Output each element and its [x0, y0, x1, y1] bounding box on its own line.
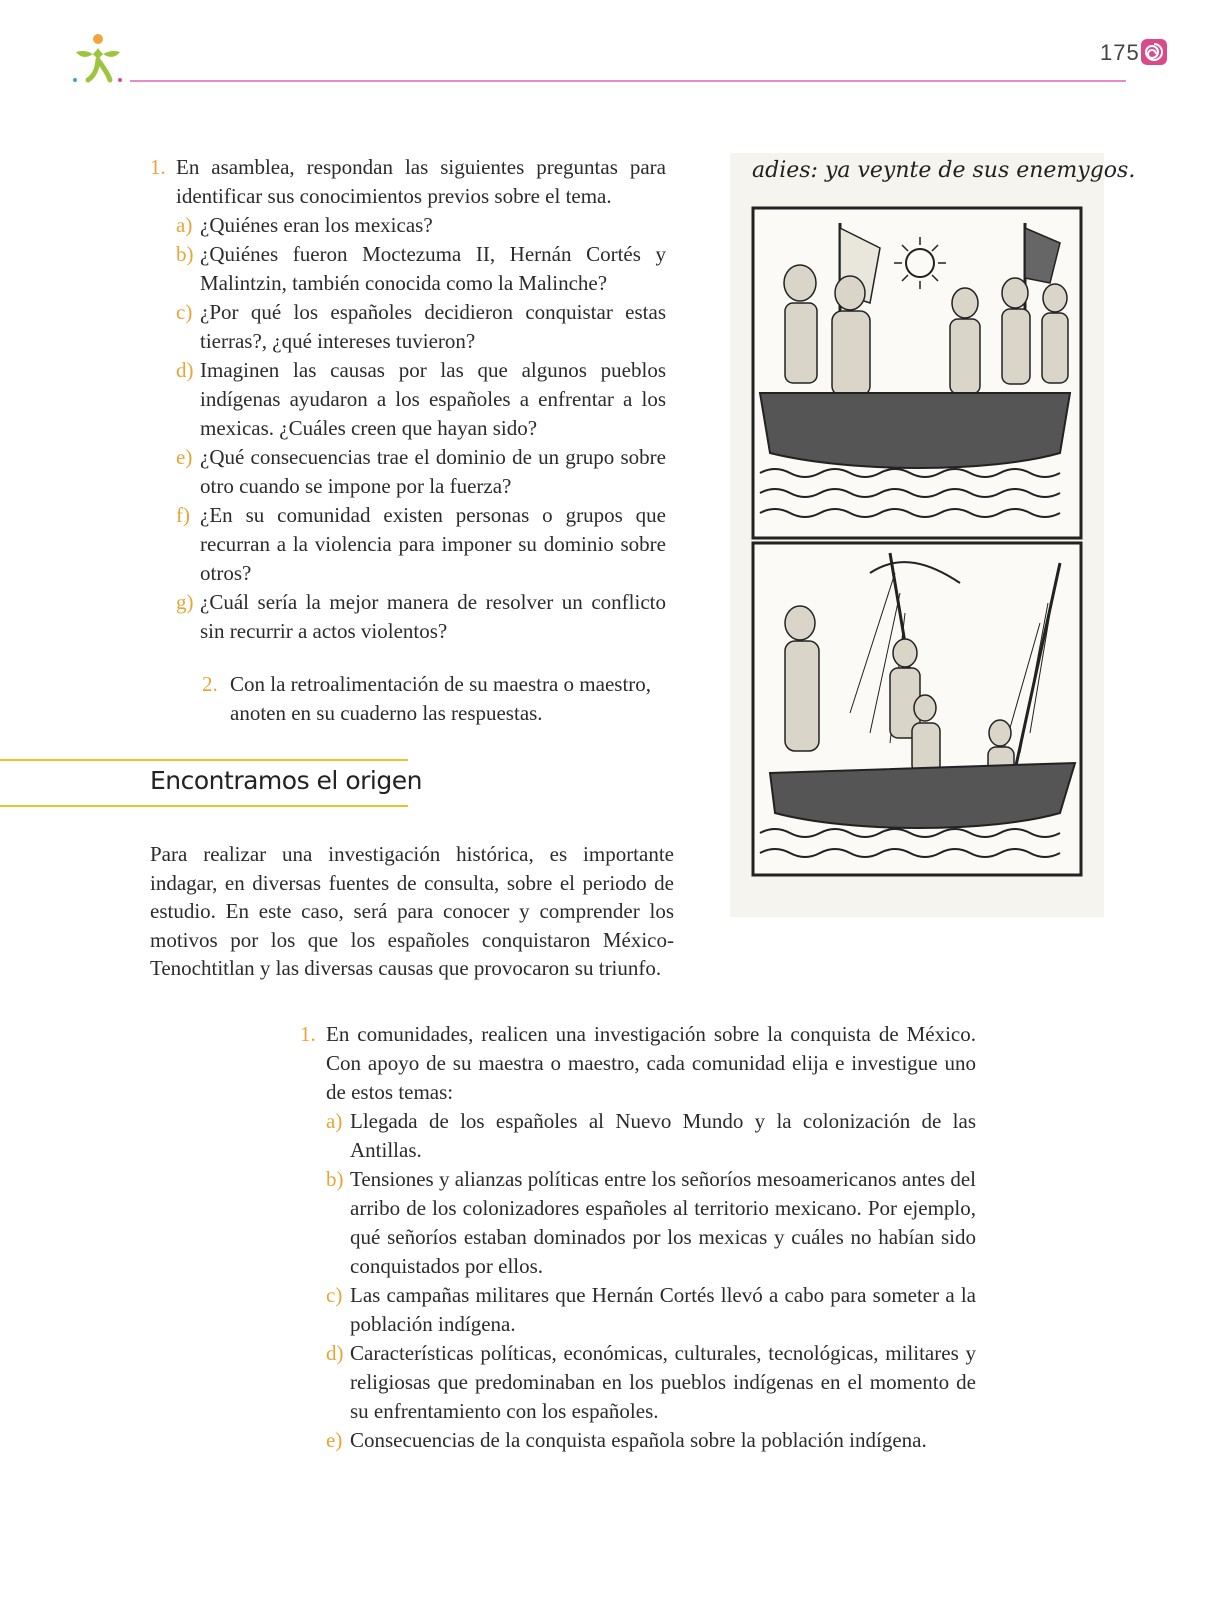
- research-topic-b: [326, 1165, 976, 1281]
- item-letter: f): [176, 503, 190, 527]
- topic-text: Consecuencias de la conquista española sobre la población indígena.: [350, 1428, 927, 1452]
- item-letter: c): [176, 300, 193, 324]
- item-number: 1.: [150, 155, 166, 179]
- question-text: ¿Quiénes fueron Moctezuma II, Hernán Cortés y Malintzin, también conocida como la Malinche?: [200, 242, 666, 295]
- question-text: ¿Quiénes eran los mexicas?: [200, 213, 433, 237]
- question-item-1: [150, 153, 666, 211]
- question-f: [176, 501, 666, 588]
- item-number: 1.: [300, 1022, 316, 1046]
- header-rule: [130, 80, 1126, 82]
- codex-illustration: [730, 153, 1104, 917]
- topic-text: Tensiones y alianzas políticas entre los señoríos mesoamericanos antes del arribo de los colonizadores españoles al territorio mexicano. Por ejemplo, qué señoríos estaban dominados por los mexicas y cuáles no habían sido conquistados por ellos.: [350, 1167, 976, 1278]
- question-text: ¿En su comunidad existen personas o grupos que recurran a la violencia para imponer su dominio sobre otros?: [200, 503, 666, 585]
- topic-text: Características políticas, económicas, culturales, tecnológicas, militares y religiosas que predominaban en los pueblos indígenas en el momento de su enfrentamiento con los españoles.: [350, 1341, 976, 1423]
- section-bottom-rule: [0, 805, 408, 807]
- section-paragraph: Para realizar una investigación histórica, es importante indagar, en diversas fuentes de consulta, sobre el periodo de estudio. En este caso, será para conocer y comprender los motivos por los que los españoles conquistaron México-Tenochtitlan y las diversas causas que provocaron su triunfo.: [150, 842, 674, 980]
- research-topic-c: [326, 1281, 976, 1339]
- item-letter: d): [176, 358, 194, 382]
- research-block: [300, 1020, 976, 1455]
- question-d: [176, 356, 666, 443]
- item-letter: a): [176, 213, 193, 237]
- question-c: [176, 298, 666, 356]
- codex-ships-illustration: [730, 153, 1104, 917]
- question-text: ¿Qué consecuencias trae el dominio de un grupo sobre otro cuando se impone por la fuerza?: [200, 445, 666, 498]
- illustration-caption: adies: ya veynte de sus enemygos.: [752, 158, 1136, 183]
- question-a: [176, 211, 666, 240]
- item-2: [202, 670, 702, 728]
- topic-text: Las campañas militares que Hernán Cortés llevó a cabo para someter a la población indígena.: [350, 1283, 976, 1336]
- section-title: Encontramos el origen: [150, 766, 422, 795]
- question-b: [176, 240, 666, 298]
- research-topic-a: [326, 1107, 976, 1165]
- question-g: [176, 588, 666, 646]
- item-letter: e): [176, 445, 193, 469]
- item-2-text: Con la retroalimentación de su maestra o maestro, anoten en su cuaderno las respuestas.: [230, 672, 652, 725]
- question-text: Imaginen las causas por las que algunos pueblos indígenas ayudaron a los españoles a enfrentar a los mexicas. ¿Cuáles creen que hayan sido?: [200, 358, 666, 440]
- questions-intro: En asamblea, respondan las siguientes preguntas para identificar sus conocimientos previos sobre el tema.: [176, 155, 666, 208]
- question-e: [176, 443, 666, 501]
- page-number: 175: [1100, 40, 1140, 65]
- research-topic-d: [326, 1339, 976, 1426]
- item-letter: b): [176, 242, 194, 266]
- item-letter: a): [326, 1109, 343, 1133]
- question-text: ¿Cuál sería la mejor manera de resolver un conflicto sin recurrir a actos violentos?: [200, 590, 666, 643]
- questions-block: [150, 153, 666, 646]
- item-letter: g): [176, 590, 194, 614]
- item-letter: b): [326, 1167, 344, 1191]
- research-item-1: [300, 1020, 976, 1107]
- item-number: 2.: [202, 672, 218, 696]
- spiral-ornament-icon: [1140, 38, 1168, 66]
- question-item-2: [202, 670, 702, 728]
- section-top-rule: [0, 759, 408, 761]
- item-letter: e): [326, 1428, 343, 1452]
- research-intro: En comunidades, realicen una investigación sobre la conquista de México. Con apoyo de su maestra o maestro, cada comunidad elija e investigue uno de estos temas:: [326, 1022, 976, 1104]
- question-text: ¿Por qué los españoles decidieron conquistar estas tierras?, ¿qué intereses tuvieron?: [200, 300, 666, 353]
- item-letter: c): [326, 1283, 343, 1307]
- research-topic-e: [326, 1426, 976, 1455]
- research-list: [300, 1107, 976, 1455]
- questions-list: [150, 211, 666, 646]
- topic-text: Llegada de los españoles al Nuevo Mundo y la colonización de las Antillas.: [350, 1109, 976, 1162]
- sprout-figure-icon: [70, 30, 130, 90]
- item-letter: d): [326, 1341, 344, 1365]
